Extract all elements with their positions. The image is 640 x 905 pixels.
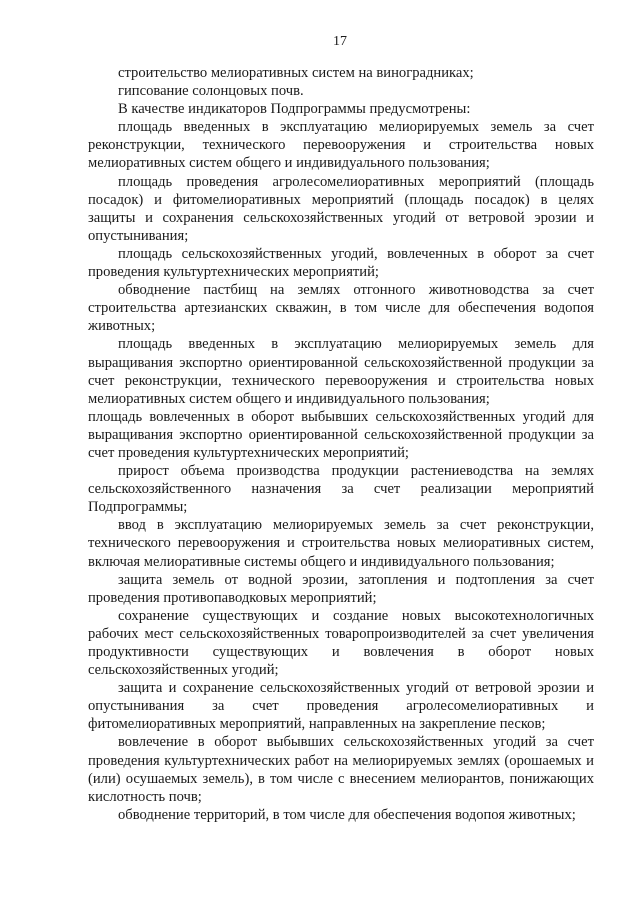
paragraph-14: защита и сохранение сельскохозяйственных угодий от ветровой эрозии и опустынивания за счет проведения агролесомелиоративных и фитомелиоративных мероприятий, направленных на закрепление песков; bbox=[88, 680, 594, 733]
paragraph-5: площадь проведения агролесомелиоративных мероприятий (площадь посадок) и фитомелиоративных мероприятий (площадь посадок) в целях защиты и сохранения сельскохозяйственных угодий от ветровой эрозии и опустынивания; bbox=[88, 173, 594, 244]
paragraph-12: защита земель от водной эрозии, затопления и подтопления за счет проведения противопаводковых мероприятий; bbox=[88, 571, 594, 606]
paragraph-6: площадь сельскохозяйственных угодий, вовлеченных в оборот за счет проведения культуртехнических мероприятий; bbox=[88, 245, 594, 281]
paragraph-1: строительство мелиоративных систем на виноградниках; bbox=[118, 65, 474, 81]
paragraph-2: гипсование солонцовых почв. bbox=[118, 83, 304, 100]
paragraph-11: ввод в эксплуатацию мелиорируемых земель за счет реконструкции, технического перевооружения и строительства новых мелиоративных систем, включая мелиоративные системы общего и индивидуального пользования; bbox=[88, 517, 594, 570]
paragraph-3: В качестве индикаторов Подпрограммы предусмотрены: bbox=[118, 101, 471, 118]
paragraph-9: площадь вовлеченных в оборот выбывших сельскохозяйственных угодий для выращивания экспортно ориентированной сельскохозяйственной продукции за счет проведения культуртехнических мероприятий; bbox=[88, 408, 594, 461]
paragraph-7: обводнение пастбищ на землях отгонного животноводства за счет строительства артезианских скважин, в том числе для обеспечения водопоя животных; bbox=[88, 282, 594, 335]
paragraph-10: прирост объема производства продукции растениеводства на землях сельскохозяйственного назначения за счет реализации мероприятий Подпрограммы; bbox=[88, 463, 594, 516]
paragraph-16: обводнение территорий, в том числе для обеспечения водопоя животных; bbox=[118, 806, 576, 823]
paragraph-15: вовлечение в оборот выбывших сельскохозяйственных угодий за счет проведения культуртехнических работ на мелиорируемых землях (орошаемых и (или) осушаемых земель), в том числе с внесением мелиорантов, понижающих кислотность почв; bbox=[88, 734, 594, 805]
paragraph-4: площадь введенных в эксплуатацию мелиорируемых земель за счет реконструкции, технического перевооружения и строительства новых мелиоративных систем общего и индивидуального пользования; bbox=[88, 119, 594, 172]
paragraph-13: сохранение существующих и создание новых высокотехнологичных рабочих мест сельскохозяйственных товаропроизводителей за счет увеличения продуктивности существующих и вовлечения в оборот новых сельскохозяйственных угодий; bbox=[88, 607, 594, 679]
paragraph-8: площадь введенных в эксплуатацию мелиорируемых земель для выращивания экспортно ориентированной сельскохозяйственной продукции за счет реконструкции, технического перевооружения и строительства новых мелиоративных систем общего и индивидуального пользования; bbox=[88, 336, 594, 407]
page-number: 17 bbox=[333, 34, 347, 49]
document-body bbox=[88, 64, 594, 824]
